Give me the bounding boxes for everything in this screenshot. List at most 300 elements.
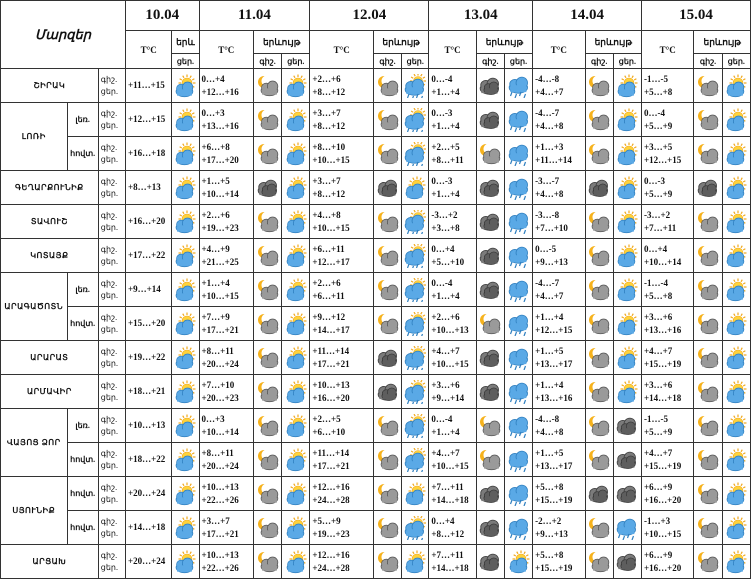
- dark-cloud-icon: [373, 341, 401, 375]
- temperature-range: +8…+10 +10…+15: [310, 137, 374, 171]
- sunny-cloud-icon: [722, 171, 750, 205]
- day-label: ցեր.: [613, 54, 641, 69]
- zone-label: լեռ.: [67, 273, 98, 307]
- date-header: 10.04: [125, 1, 199, 31]
- temperature-range: +20…+24: [125, 477, 171, 511]
- rain-snow-icon: [504, 171, 532, 205]
- zone-label: հովտ.: [67, 477, 98, 511]
- day-night-label: գիշ. ցեր.: [98, 307, 125, 341]
- temperature-range: +1…+5 +10…+14: [199, 171, 253, 205]
- sunny-cloud-icon: [722, 273, 750, 307]
- sunny-cloud-icon: [172, 137, 199, 171]
- sunny-cloud-icon: [282, 443, 310, 477]
- rain-sun-icon: [402, 137, 429, 171]
- temperature-range: +16…+18: [125, 137, 171, 171]
- night-cloud-icon: [694, 137, 722, 171]
- dark-cloud-icon: [476, 341, 504, 375]
- day-label: ցեր.: [504, 54, 532, 69]
- temp-header: T°C: [533, 31, 585, 69]
- temperature-range: -1…-5 +5…+9: [642, 409, 694, 443]
- rain-snow-icon: [504, 409, 532, 443]
- sunny-cloud-icon: [282, 375, 310, 409]
- temperature-range: 0…-3 +1…+4: [429, 171, 476, 205]
- temperature-range: +7…+9 +17…+21: [199, 307, 253, 341]
- night-cloud-icon: [694, 273, 722, 307]
- temperature-range: -4…-7 +4…+7: [533, 273, 585, 307]
- temperature-range: +19…+22: [125, 341, 171, 375]
- night-label: գիշ.: [373, 54, 401, 69]
- temperature-range: +8…+13: [125, 171, 171, 205]
- zone-label: լեռ.: [67, 409, 98, 443]
- day-night-label: գիշ. ցեր.: [98, 477, 125, 511]
- sunny-cloud-icon: [172, 273, 199, 307]
- date-header: 14.04: [533, 1, 642, 31]
- night-cloud-icon: [476, 443, 504, 477]
- temperature-range: +9…+14: [125, 273, 171, 307]
- temperature-range: +5…+9 +19…+23: [310, 511, 374, 545]
- table-row: [1, 341, 751, 375]
- table-row: [1, 375, 751, 409]
- sunny-cloud-icon: [172, 477, 199, 511]
- night-cloud-icon: [373, 239, 401, 273]
- night-cloud-icon: [373, 545, 401, 579]
- temperature-range: +17…+22: [125, 239, 171, 273]
- phenomenon-header: երևույթ: [694, 31, 751, 54]
- day-night-label: գիշ. ցեր.: [98, 137, 125, 171]
- temperature-range: 0…-3 +1…+4: [429, 103, 476, 137]
- night-cloud-icon: [253, 409, 281, 443]
- night-cloud-icon: [373, 409, 401, 443]
- sunny-cloud-icon: [722, 137, 750, 171]
- night-label: գիշ.: [253, 54, 281, 69]
- temperature-range: 0…-5 +9…+13: [533, 239, 585, 273]
- sunny-cloud-icon: [722, 409, 750, 443]
- region-name: ԼՈՌԻ: [1, 103, 68, 171]
- dark-cloud-icon: [253, 171, 281, 205]
- date-header: 15.04: [642, 1, 751, 31]
- rain-sun-icon: [402, 205, 429, 239]
- sunny-cloud-icon: [613, 103, 641, 137]
- sunny-cloud-icon: [402, 171, 429, 205]
- sunny-cloud-icon: [402, 545, 429, 579]
- sunny-cloud-icon: [282, 137, 310, 171]
- region-name: ՍՅՈՒՆԻՔ: [1, 477, 68, 545]
- sunny-cloud-icon: [172, 409, 199, 443]
- rain-sun-icon: [402, 443, 429, 477]
- dark-cloud-icon: [613, 545, 641, 579]
- sunny-cloud-icon: [282, 511, 310, 545]
- temperature-range: +4…+7 +10…+15: [429, 341, 476, 375]
- temperature-range: +4…+7 +15…+19: [642, 341, 694, 375]
- day-night-label: գիշ. ցեր.: [98, 239, 125, 273]
- phenomenon-header: երև: [172, 31, 199, 54]
- sunny-cloud-icon: [504, 545, 532, 579]
- night-cloud-icon: [585, 137, 613, 171]
- sunny-cloud-icon: [613, 273, 641, 307]
- night-cloud-icon: [694, 205, 722, 239]
- sunny-cloud-icon: [613, 137, 641, 171]
- sunny-cloud-icon: [722, 69, 750, 103]
- temperature-range: +10…+13 +16…+20: [310, 375, 374, 409]
- sunny-cloud-icon: [282, 69, 310, 103]
- night-cloud-icon: [694, 375, 722, 409]
- night-label: գիշ.: [476, 54, 504, 69]
- rain-snow-icon: [504, 137, 532, 171]
- temperature-range: -4…-8 +4…+7: [533, 69, 585, 103]
- day-night-label: գիշ. ցեր.: [98, 341, 125, 375]
- region-name: ՎԱՅՈՑ ՁՈՐ: [1, 409, 68, 477]
- sunny-cloud-icon: [172, 69, 199, 103]
- sunny-cloud-icon: [722, 375, 750, 409]
- temperature-range: +6…+11 +12…+17: [310, 239, 374, 273]
- sunny-cloud-icon: [282, 409, 310, 443]
- temperature-range: +6…+9 +16…+20: [642, 545, 694, 579]
- sunny-cloud-icon: [172, 545, 199, 579]
- dark-cloud-icon: [476, 375, 504, 409]
- table-row: [1, 477, 751, 511]
- night-cloud-icon: [253, 341, 281, 375]
- date-header: 13.04: [429, 1, 533, 31]
- dark-cloud-icon: [373, 171, 401, 205]
- day-night-label: գիշ. ցեր.: [98, 409, 125, 443]
- night-cloud-icon: [373, 307, 401, 341]
- day-label: ցեր.: [402, 54, 429, 69]
- temperature-range: +1…+4 +12…+15: [533, 307, 585, 341]
- night-cloud-icon: [373, 103, 401, 137]
- temperature-range: +18…+21: [125, 375, 171, 409]
- night-cloud-icon: [373, 511, 401, 545]
- dark-cloud-icon: [613, 443, 641, 477]
- night-cloud-icon: [694, 307, 722, 341]
- temperature-range: 0…-3 +5…+9: [642, 171, 694, 205]
- rain-sun-icon: [402, 103, 429, 137]
- regions-header: Մարզեր: [1, 1, 126, 69]
- rain-snow-icon: [504, 341, 532, 375]
- region-name: ԱՐԱԳԱԾՈՏՆ: [1, 273, 68, 341]
- night-cloud-icon: [253, 477, 281, 511]
- sunny-cloud-icon: [282, 239, 310, 273]
- table-row: [1, 511, 751, 545]
- temperature-range: +10…+13: [125, 409, 171, 443]
- dark-cloud-icon: [613, 477, 641, 511]
- night-cloud-icon: [253, 511, 281, 545]
- temperature-range: +2…+5 +8…+11: [429, 137, 476, 171]
- table-row: [1, 103, 751, 137]
- night-cloud-icon: [585, 273, 613, 307]
- dark-cloud-icon: [476, 69, 504, 103]
- zone-label: հովտ.: [67, 443, 98, 477]
- sunny-cloud-icon: [613, 341, 641, 375]
- rain-snow-icon: [504, 511, 532, 545]
- night-cloud-icon: [373, 137, 401, 171]
- rain-sun-icon: [402, 511, 429, 545]
- sunny-cloud-icon: [282, 477, 310, 511]
- sunny-cloud-icon: [172, 511, 199, 545]
- temperature-range: -4…-8 +4…+8: [533, 409, 585, 443]
- temperature-range: +1…+5 +13…+17: [533, 341, 585, 375]
- night-cloud-icon: [585, 239, 613, 273]
- zone-label: հովտ.: [67, 137, 98, 171]
- sunny-cloud-icon: [402, 477, 429, 511]
- sunny-cloud-icon: [613, 307, 641, 341]
- night-cloud-icon: [585, 341, 613, 375]
- region-name: ԱՐՄԱՎԻՐ: [1, 375, 99, 409]
- sunny-cloud-icon: [282, 205, 310, 239]
- sunny-cloud-icon: [172, 171, 199, 205]
- rain-sun-icon: [402, 239, 429, 273]
- region-name: ԱՐԱՐԱՏ: [1, 341, 99, 375]
- sunny-cloud-icon: [172, 205, 199, 239]
- sunny-cloud-icon: [722, 103, 750, 137]
- temperature-range: 0…-4 +5…+9: [642, 103, 694, 137]
- region-name: ԿՈՏԱՅՔ: [1, 239, 99, 273]
- rain-snow-icon: [613, 511, 641, 545]
- night-cloud-icon: [253, 205, 281, 239]
- night-cloud-icon: [253, 443, 281, 477]
- temperature-range: +1…+4 +10…+15: [199, 273, 253, 307]
- temperature-range: +8…+11 +20…+24: [199, 341, 253, 375]
- sunny-cloud-icon: [282, 545, 310, 579]
- temperature-range: -1…-4 +5…+8: [642, 273, 694, 307]
- phenomenon-header: երևույթ: [476, 31, 532, 54]
- day-night-label: գիշ. ցեր.: [98, 171, 125, 205]
- dark-cloud-icon: [585, 477, 613, 511]
- temperature-range: -4…-7 +4…+8: [533, 103, 585, 137]
- temperature-range: 0…+4 +5…+10: [429, 239, 476, 273]
- temp-header: T°C: [125, 31, 171, 69]
- region-name: ՇԻՐԱԿ: [1, 69, 99, 103]
- day-night-label: գիշ. ցեր.: [98, 443, 125, 477]
- temperature-range: +20…+24: [125, 545, 171, 579]
- temperature-range: +2…+6 +10…+13: [429, 307, 476, 341]
- rain-snow-icon: [504, 443, 532, 477]
- temperature-range: +3…+6 +14…+18: [642, 375, 694, 409]
- rain-sun-icon: [402, 69, 429, 103]
- temperature-range: +4…+7 +15…+19: [642, 443, 694, 477]
- sunny-cloud-icon: [613, 171, 641, 205]
- rain-snow-icon: [504, 375, 532, 409]
- day-night-label: գիշ. ցեր.: [98, 205, 125, 239]
- temperature-range: 0…+3 +10…+14: [199, 409, 253, 443]
- sunny-cloud-icon: [722, 307, 750, 341]
- night-cloud-icon: [476, 307, 504, 341]
- night-cloud-icon: [253, 137, 281, 171]
- night-cloud-icon: [585, 69, 613, 103]
- day-label: ցեր.: [282, 54, 310, 69]
- sunny-cloud-icon: [172, 103, 199, 137]
- temperature-range: 0…-4 +1…+4: [429, 409, 476, 443]
- night-cloud-icon: [585, 205, 613, 239]
- night-cloud-icon: [694, 103, 722, 137]
- sunny-cloud-icon: [722, 545, 750, 579]
- day-night-label: գիշ. ցեր.: [98, 375, 125, 409]
- night-cloud-icon: [585, 443, 613, 477]
- dark-cloud-icon: [373, 375, 401, 409]
- sunny-cloud-icon: [282, 171, 310, 205]
- temperature-range: +4…+8 +10…+15: [310, 205, 374, 239]
- temperature-range: +7…+11 +14…+18: [429, 477, 476, 511]
- night-cloud-icon: [253, 307, 281, 341]
- dark-cloud-icon: [694, 171, 722, 205]
- sunny-cloud-icon: [613, 239, 641, 273]
- sunny-cloud-icon: [282, 307, 310, 341]
- dark-cloud-icon: [476, 477, 504, 511]
- rain-snow-icon: [504, 307, 532, 341]
- night-cloud-icon: [373, 273, 401, 307]
- zone-label: հովտ.: [67, 511, 98, 545]
- sunny-cloud-icon: [282, 103, 310, 137]
- temperature-range: +1…+4 +13…+16: [533, 375, 585, 409]
- temp-header: T°C: [310, 31, 374, 69]
- dark-cloud-icon: [476, 103, 504, 137]
- temperature-range: -1…-5 +5…+8: [642, 69, 694, 103]
- table-row: [1, 137, 751, 171]
- table-row: [1, 409, 751, 443]
- rain-sun-icon: [402, 307, 429, 341]
- night-cloud-icon: [694, 409, 722, 443]
- sunny-cloud-icon: [613, 375, 641, 409]
- temperature-range: -2…+2 +9…+13: [533, 511, 585, 545]
- temperature-range: +11…+14 +17…+21: [310, 443, 374, 477]
- temperature-range: +3…+6 +9…+14: [429, 375, 476, 409]
- day-label: ցեր.: [172, 54, 199, 69]
- temperature-range: -3…+2 +7…+11: [642, 205, 694, 239]
- table-row: [1, 307, 751, 341]
- temperature-range: +11…+15: [125, 69, 171, 103]
- temperature-range: +6…+9 +16…+20: [642, 477, 694, 511]
- rain-snow-icon: [504, 273, 532, 307]
- dark-cloud-icon: [613, 409, 641, 443]
- day-night-label: գիշ. ցեր.: [98, 103, 125, 137]
- dark-cloud-icon: [585, 171, 613, 205]
- temperature-range: +2…+6 +6…+11: [310, 273, 374, 307]
- day-night-label: գիշ. ցեր.: [98, 511, 125, 545]
- sunny-cloud-icon: [722, 341, 750, 375]
- temperature-range: +4…+7 +10…+15: [429, 443, 476, 477]
- night-cloud-icon: [694, 511, 722, 545]
- night-cloud-icon: [253, 545, 281, 579]
- temperature-range: -3…+2 +3…+8: [429, 205, 476, 239]
- night-cloud-icon: [694, 239, 722, 273]
- rain-sun-icon: [402, 375, 429, 409]
- day-label: ցեր.: [722, 54, 750, 69]
- temperature-range: +12…+16 +24…+28: [310, 477, 374, 511]
- temperature-range: 0…-4 +1…+4: [429, 69, 476, 103]
- night-cloud-icon: [694, 545, 722, 579]
- temperature-range: -3…-8 +7…+10: [533, 205, 585, 239]
- temperature-range: 0…+4 +12…+16: [199, 69, 253, 103]
- night-cloud-icon: [253, 69, 281, 103]
- date-header: 12.04: [310, 1, 429, 31]
- sunny-cloud-icon: [722, 205, 750, 239]
- night-cloud-icon: [585, 409, 613, 443]
- night-cloud-icon: [694, 69, 722, 103]
- sunny-cloud-icon: [722, 511, 750, 545]
- temperature-range: +3…+7 +8…+12: [310, 171, 374, 205]
- temperature-range: +16…+20: [125, 205, 171, 239]
- temperature-range: +3…+5 +12…+15: [642, 137, 694, 171]
- night-cloud-icon: [476, 409, 504, 443]
- sunny-cloud-icon: [613, 205, 641, 239]
- temperature-range: +7…+11 +14…+18: [429, 545, 476, 579]
- night-cloud-icon: [253, 239, 281, 273]
- sunny-cloud-icon: [172, 443, 199, 477]
- temperature-range: +15…+20: [125, 307, 171, 341]
- table-row: [1, 273, 751, 307]
- night-cloud-icon: [585, 545, 613, 579]
- temperature-range: +7…+10 +20…+23: [199, 375, 253, 409]
- zone-label: լեռ.: [67, 103, 98, 137]
- zone-label: հովտ.: [67, 307, 98, 341]
- temperature-range: +12…+15: [125, 103, 171, 137]
- temp-header: T°C: [642, 31, 694, 69]
- night-cloud-icon: [585, 307, 613, 341]
- table-row: [1, 443, 751, 477]
- temperature-range: -1…+3 +10…+15: [642, 511, 694, 545]
- temperature-range: +2…+6 +19…+23: [199, 205, 253, 239]
- temperature-range: +2…+6 +8…+12: [310, 69, 374, 103]
- temperature-range: +3…+7 +8…+12: [310, 103, 374, 137]
- temperature-range: +8…+11 +20…+24: [199, 443, 253, 477]
- sunny-cloud-icon: [282, 273, 310, 307]
- dark-cloud-icon: [476, 545, 504, 579]
- night-cloud-icon: [253, 273, 281, 307]
- night-cloud-icon: [585, 103, 613, 137]
- temperature-range: +6…+8 +17…+20: [199, 137, 253, 171]
- region-name: ԳԵՂԱՐՔՈՒՆԻՔ: [1, 171, 99, 205]
- temperature-range: +12…+16 +24…+28: [310, 545, 374, 579]
- temperature-range: 0…-4 +1…+4: [429, 273, 476, 307]
- dark-cloud-icon: [476, 205, 504, 239]
- rain-sun-icon: [402, 273, 429, 307]
- rain-snow-icon: [504, 239, 532, 273]
- sunny-cloud-icon: [282, 341, 310, 375]
- temperature-range: 0…+4 +8…+12: [429, 511, 476, 545]
- temperature-range: +10…+13 +22…+26: [199, 545, 253, 579]
- day-night-label: գիշ. ցեր.: [98, 545, 125, 579]
- night-cloud-icon: [253, 103, 281, 137]
- night-cloud-icon: [694, 341, 722, 375]
- sunny-cloud-icon: [172, 375, 199, 409]
- night-label: գիշ.: [585, 54, 613, 69]
- night-cloud-icon: [694, 443, 722, 477]
- rain-snow-icon: [504, 69, 532, 103]
- sunny-cloud-icon: [722, 443, 750, 477]
- region-name: ՏԱՎՈՒՇ: [1, 205, 99, 239]
- temperature-range: +18…+22: [125, 443, 171, 477]
- temperature-range: +9…+12 +14…+17: [310, 307, 374, 341]
- rain-snow-icon: [504, 103, 532, 137]
- temperature-range: +5…+8 +15…+19: [533, 477, 585, 511]
- sunny-cloud-icon: [613, 69, 641, 103]
- sunny-cloud-icon: [172, 307, 199, 341]
- temperature-range: -3…-7 +4…+8: [533, 171, 585, 205]
- temp-header: T°C: [199, 31, 253, 69]
- region-name: ԱՐՑԱԽ: [1, 545, 99, 579]
- table-row: [1, 239, 751, 273]
- dark-cloud-icon: [476, 273, 504, 307]
- night-cloud-icon: [694, 477, 722, 511]
- night-label: գիշ.: [694, 54, 722, 69]
- sunny-cloud-icon: [722, 239, 750, 273]
- date-header: 11.04: [199, 1, 310, 31]
- temperature-range: 0…+3 +13…+16: [199, 103, 253, 137]
- night-cloud-icon: [373, 443, 401, 477]
- temperature-range: +2…+5 +6…+10: [310, 409, 374, 443]
- dark-cloud-icon: [476, 171, 504, 205]
- dark-cloud-icon: [476, 239, 504, 273]
- temperature-range: +11…+14 +17…+21: [310, 341, 374, 375]
